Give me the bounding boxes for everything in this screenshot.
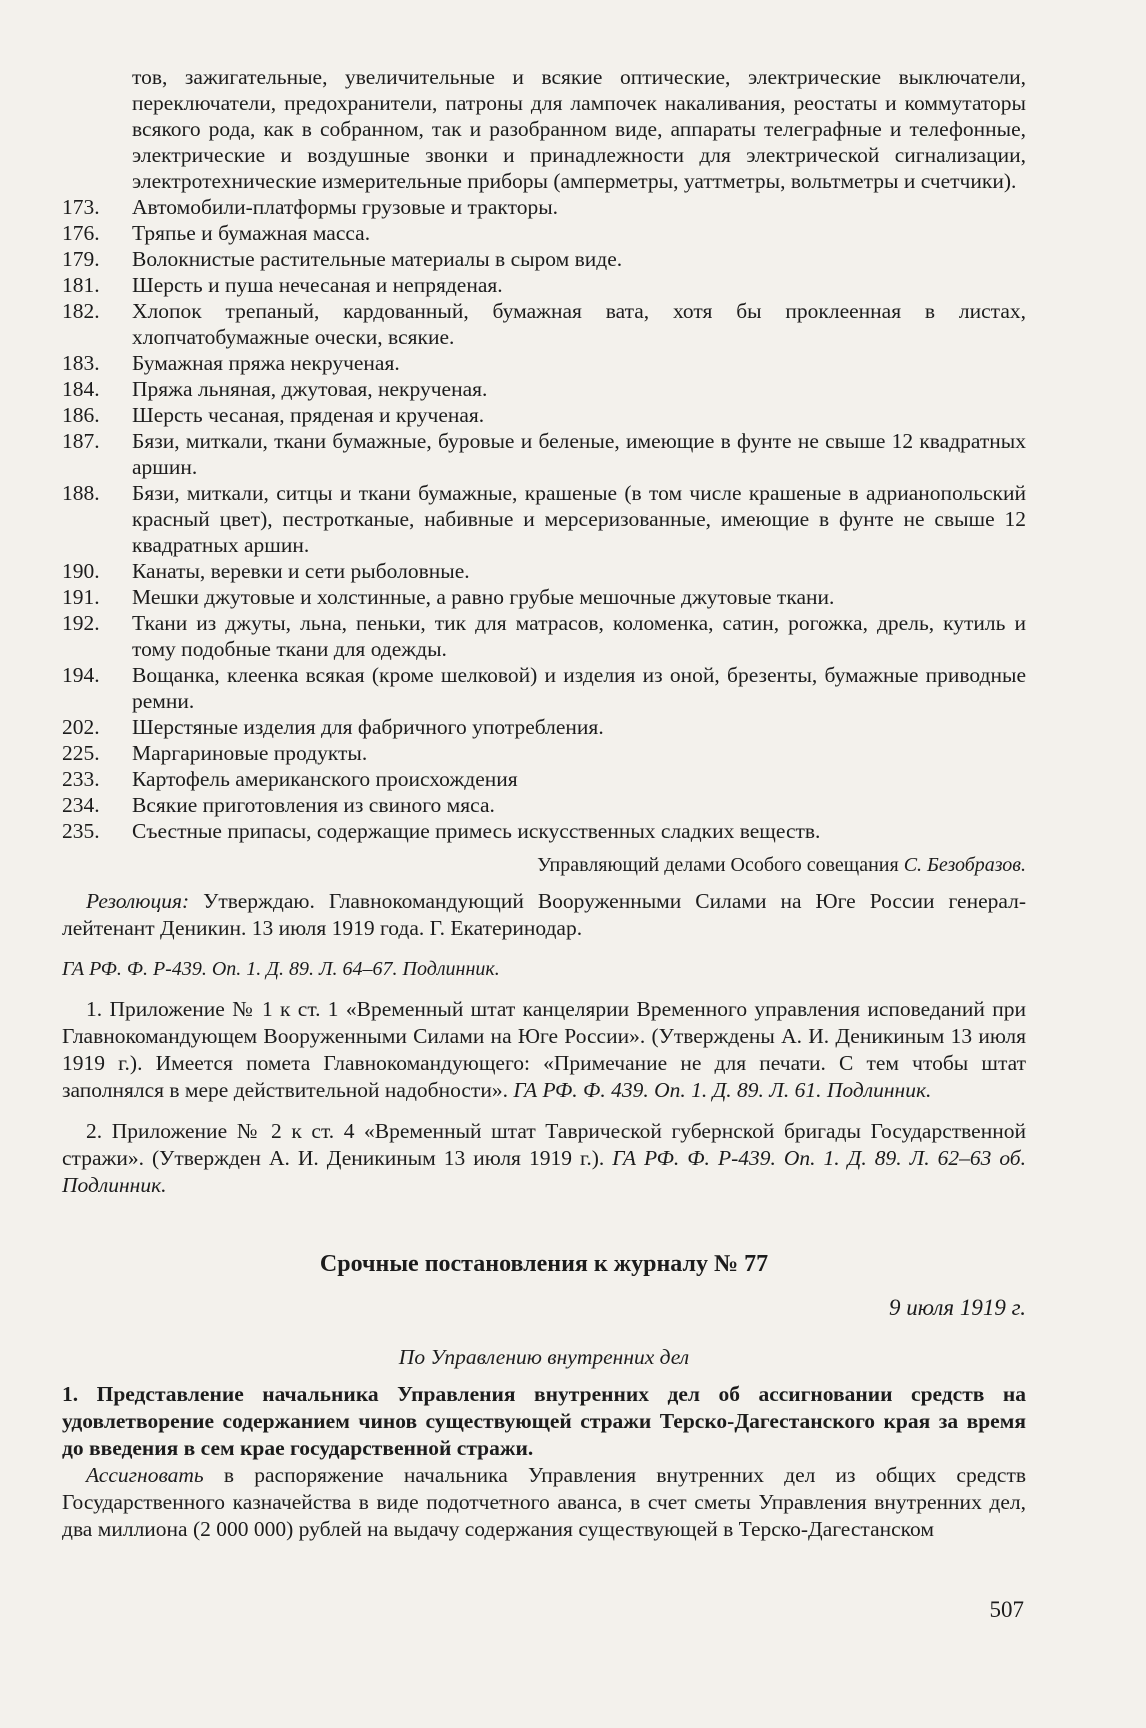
list-item	[62, 402, 1026, 428]
archive-reference: ГА РФ. Ф. Р-439. Оп. 1. Д. 89. Л. 64–67. Подлинник.	[62, 958, 500, 980]
item-1-title: 1. Представление начальника Управления внутренних дел об ассигновании средств на удовлетворение содержанием чинов существующей стражи Терско-Дагестанского края за время до введения в сем крае государственной стражи.	[62, 1382, 1026, 1460]
item-1-lead: Ассигновать	[86, 1463, 204, 1487]
list-item-text: Пряжа льняная, джутовая, некрученая.	[132, 377, 488, 401]
section-date: 9 июля 1919 г.	[888, 1295, 1026, 1320]
list-item-number: 233.	[62, 767, 100, 791]
item-1-text: в распоряжение начальника Управления внутренних дел из общих средств Государственного казначейства в виде подотчетного аванса, в счет сметы Управления внутренних дел, два миллиона (2 000 000) рублей на выдачу содержания существующей в Терско-Дагестанском	[62, 1463, 1027, 1541]
list-item	[62, 766, 1026, 792]
list-item-number: 183.	[62, 351, 100, 375]
list-item-text: Маргариновые продукты.	[132, 741, 368, 765]
list-item	[62, 376, 1026, 402]
resolution-label: Резолюция:	[86, 889, 190, 913]
list-item-number: 187.	[62, 429, 100, 453]
list-item-text: Бумажная пряжа некрученая.	[132, 351, 400, 375]
resolution-text: Утверждаю. Главнокомандующий Вооруженными Силами на Юге России генерал-лейтенант Деникин. 13 июля 1919 года. Г. Екатеринодар.	[62, 889, 1027, 940]
appendix-1-text: 1. Приложение № 1 к ст. 1 «Временный штат канцелярии Временного управления исповеданий при Главнокомандующем Вооруженными Силами на Юге России». (Утверждены А. И. Деникиным 13 июля 1919 г.). Имеется помета Главнокомандующего: «Примечание не для печати. С тем чтобы штат заполнялся в мере действительной надобности».	[62, 997, 1026, 1102]
list-item-text: Тряпье и бумажная масса.	[132, 221, 371, 245]
resolution	[62, 888, 1026, 942]
list-item	[62, 714, 1026, 740]
list-item	[62, 558, 1026, 584]
appendix-1	[62, 996, 1026, 1104]
list-item-number: 182.	[62, 299, 100, 323]
list-items	[62, 194, 1026, 844]
list-item-number: 179.	[62, 247, 100, 271]
signature	[62, 852, 1026, 878]
list-item	[62, 298, 1026, 350]
appendix-2-text: 2. Приложение № 2 к ст. 4 «Временный штат Таврической губернской бригады Государственной стражи». (Утвержден А. И. Деникиным 13 июля 1919 г.).	[62, 1119, 1026, 1170]
list-item-number: 181.	[62, 273, 100, 297]
list-item	[62, 428, 1026, 480]
list-item	[62, 792, 1026, 818]
list-item-number: 192.	[62, 611, 100, 635]
list-item-text: Вощанка, клеенка всякая (кроме шелковой) и изделия из оной, брезенты, бумажные приводные ремни.	[132, 663, 1026, 713]
list-item-text: Канаты, веревки и сети рыболовные.	[132, 559, 470, 583]
list-item	[62, 194, 1026, 220]
appendix-2-ref: ГА РФ. Ф. Р-439. Оп. 1. Д. 89. Л. 62–63 об. Подлинник.	[62, 1146, 1026, 1197]
list-item	[62, 818, 1026, 844]
list-item-number: 225.	[62, 741, 100, 765]
list-item-number: 173.	[62, 195, 100, 219]
list-item	[62, 584, 1026, 610]
list-item-number: 234.	[62, 793, 100, 817]
list-item-number: 194.	[62, 663, 100, 687]
list-item-text: Шерстяные изделия для фабричного употребления.	[132, 715, 604, 739]
list-item-text: Бязи, миткали, ситцы и ткани бумажные, крашеные (в том числе крашеные в адрианопольский красный цвет), пестротканые, набивные и мерсеризованные, имеющие в фунте не свыше 12 квадратных аршин.	[132, 481, 1026, 557]
list-item-text: Мешки джутовые и холстинные, а равно грубые мешочные джутовые ткани.	[132, 585, 835, 609]
list-item-number: 186.	[62, 403, 100, 427]
list-item-number: 191.	[62, 585, 100, 609]
signature-role: Управляющий делами Особого совещания	[537, 854, 899, 876]
list-item	[62, 220, 1026, 246]
list-item-number: 235.	[62, 819, 100, 843]
page-number: 507	[989, 1597, 1024, 1622]
list-item-text: Ткани из джуты, льна, пеньки, тик для матрасов, коломенка, сатин, рогожка, дрель, кутиль и тому подобные ткани для одежды.	[132, 611, 1026, 661]
list-item-text: Хлопок трепаный, кардованный, бумажная вата, хотя бы проклеенная в листах, хлопчатобумажные очески, всякие.	[132, 299, 1026, 349]
list-item-number: 188.	[62, 481, 100, 505]
goods-list	[62, 64, 1026, 844]
list-item	[62, 480, 1026, 558]
list-item-number: 184.	[62, 377, 100, 401]
list-item	[62, 610, 1026, 662]
list-item-text: Волокнистые растительные материалы в сыром виде.	[132, 247, 623, 271]
list-item	[62, 740, 1026, 766]
list-item	[62, 272, 1026, 298]
subheading: По Управлению внутренних дел	[398, 1345, 690, 1369]
list-item-text: Съестные припасы, содержащие примесь искусственных сладких веществ.	[132, 819, 821, 843]
list-item-text: Всякие приготовления из свиного мяса.	[132, 793, 495, 817]
list-item-number: 190.	[62, 559, 100, 583]
list-item-number: 176.	[62, 221, 100, 245]
signature-name: С. Безобразов.	[903, 854, 1026, 876]
list-item-text: Бязи, миткали, ткани бумажные, буровые и беленые, имеющие в фунте не свыше 12 квадратных аршин.	[132, 429, 1026, 479]
list-item-number: 202.	[62, 715, 100, 739]
appendix-1-ref: ГА РФ. Ф. 439. Оп. 1. Д. 89. Л. 61. Подлинник.	[513, 1078, 932, 1102]
list-item-text: Шерсть и пуша нечесаная и непряденая.	[132, 273, 503, 297]
section-title: Срочные постановления к журналу № 77	[319, 1251, 769, 1277]
list-continuation: тов, зажигательные, увеличительные и всякие оптические, электрические выключатели, переключатели, предохранители, патроны для лампочек накаливания, реостаты и коммутаторы всякого рода, как в собранном, так и разобранном виде, аппараты телеграфные и телефонные, электрические и воздушные звонки и принадлежности для электрической сигнализации, электротехнические измерительные приборы (амперметры, уаттметры, вольтметры и счетчики).	[132, 65, 1026, 193]
appendix-2	[62, 1118, 1026, 1199]
list-item	[62, 662, 1026, 714]
list-item	[62, 246, 1026, 272]
list-item-text: Шерсть чесаная, пряденая и крученая.	[132, 403, 485, 427]
list-item-text: Картофель американского происхождения	[132, 767, 518, 791]
item-1-body	[62, 1462, 1026, 1543]
list-item-text: Автомобили-платформы грузовые и тракторы.	[132, 195, 559, 219]
list-item	[62, 350, 1026, 376]
